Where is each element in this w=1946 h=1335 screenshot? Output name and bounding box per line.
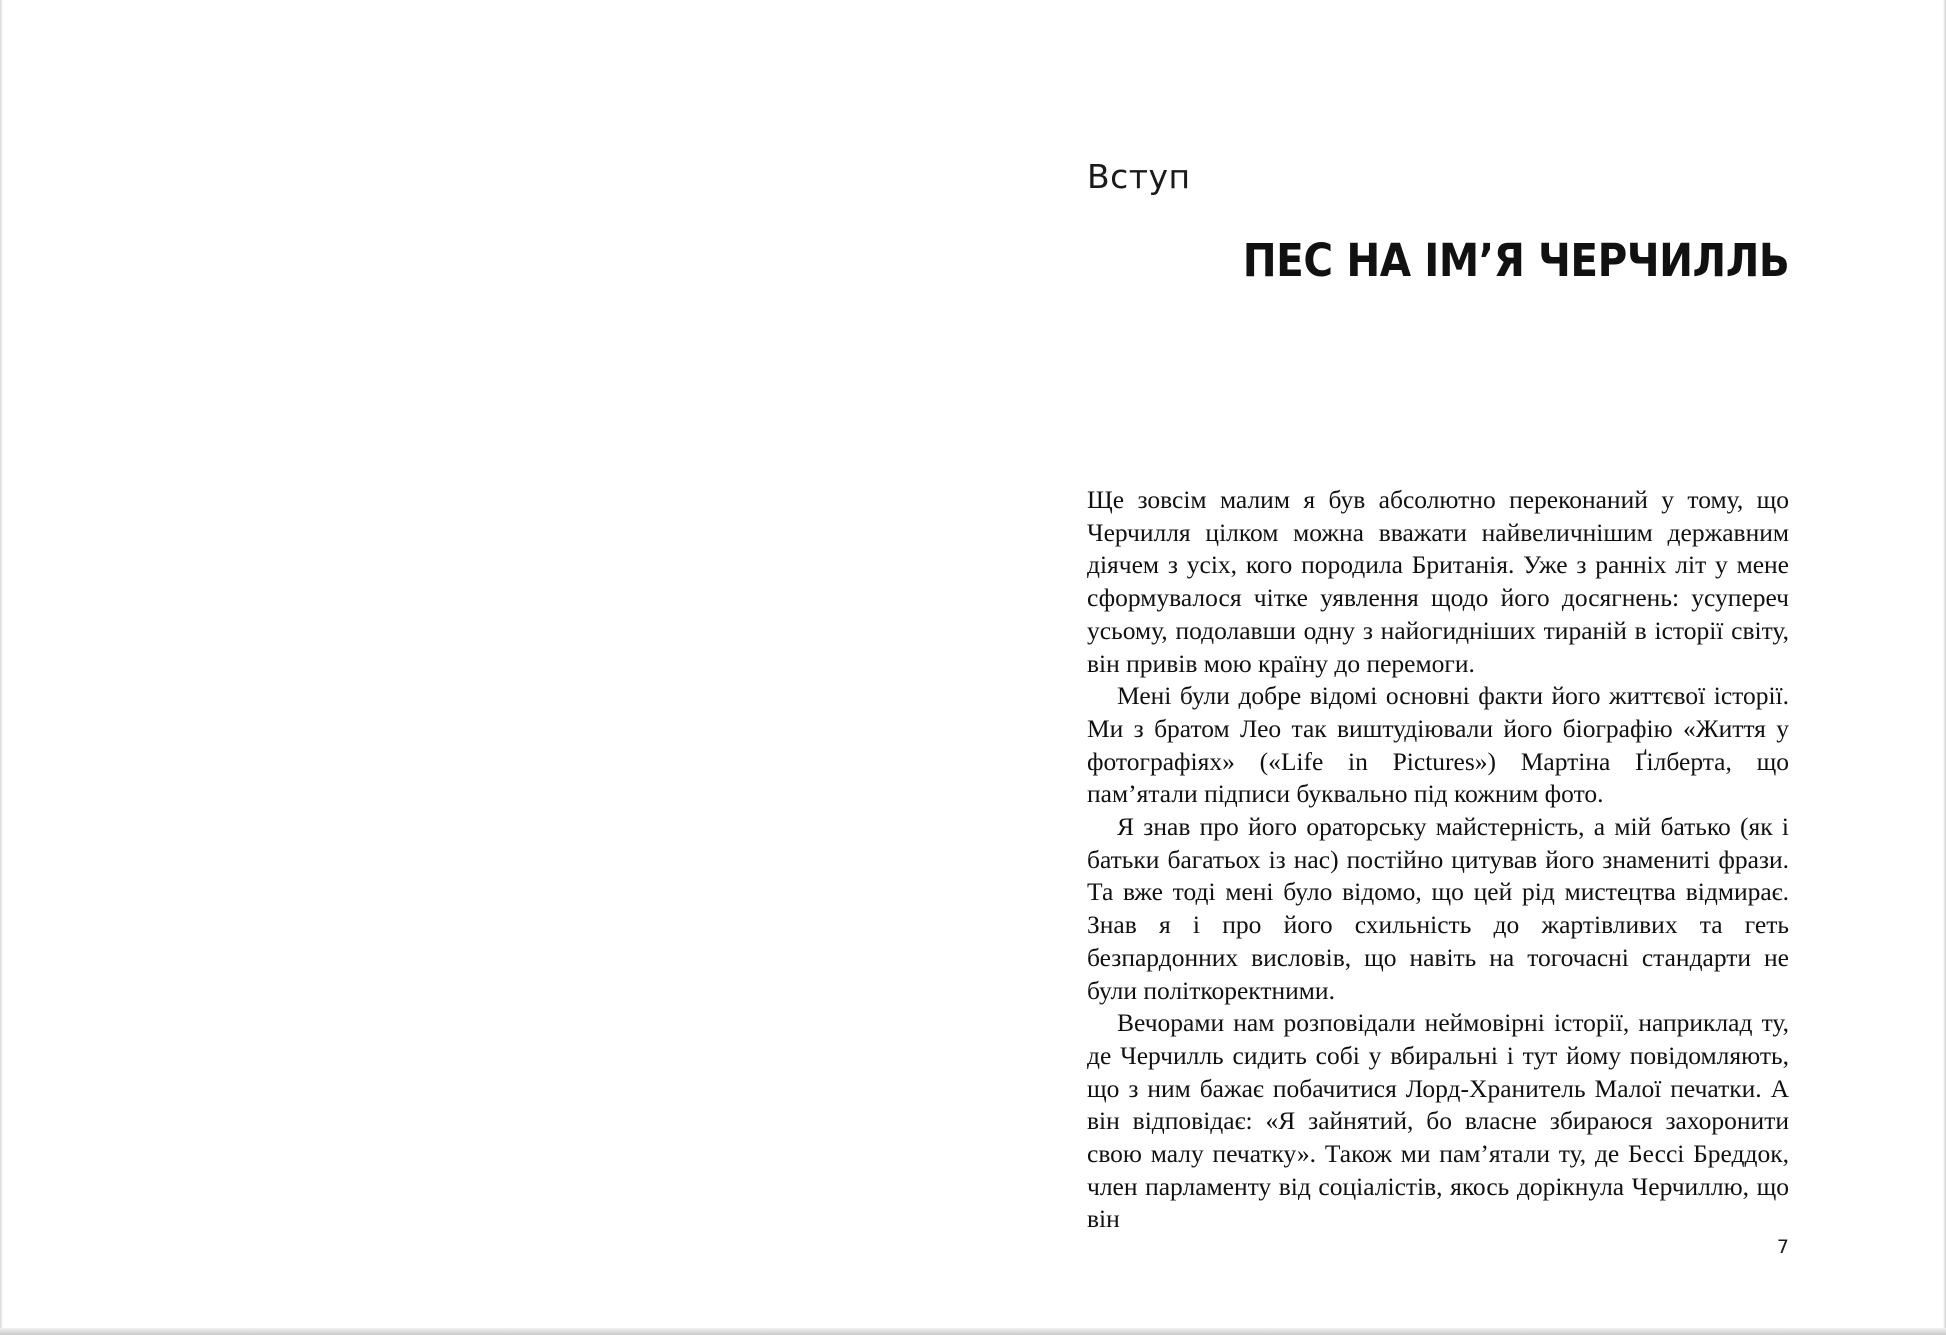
section-label: Вступ	[1087, 157, 1191, 196]
bottom-page-edge	[0, 1328, 1946, 1335]
paragraph: Мені були добре відомі основні факти його життєвої історії. Ми з братом Лео так виштудіювали його біографію «Життя у фотографіях» («Life in Pictures») Мартіна Ґілберта, що пам’ятали підписи буквально під кожним фото.	[1087, 681, 1789, 809]
paragraph: Ще зовсім малим я був абсолютно переконаний у тому, що Черчилля цілком можна вважати найвеличнішим державним діячем з усіх, кого породила Британія. Уже з ранніх літ у мене сформувалося чітке уявлення щодо його досягнень: усупереч усьому, подолавши одну з найогидніших тираній в історії світу, він привів мою країну до перемоги.	[1087, 485, 1789, 678]
right-page	[973, 0, 1946, 1328]
paragraph: Вечорами нам розповідали неймовірні історії, наприклад ту, де Черчилль сидить собі у вбиральні і тут йому повідомляють, що з ним бажає побачитися Лорд-Хранитель Малої печатки. А він відповідає: «Я зайнятий, бо власне збираюся захоронити свою малу печатку». Також ми пам’ятали ту, де Бессі Бреддок, член парламенту від соціалістів, якось дорікнула Черчиллю, що він	[1087, 1008, 1789, 1234]
left-page-blank	[0, 0, 973, 1328]
paragraph: Я знав про його ораторську майстерність, а мій батько (як і батьки багатьох із нас) постійно цитував його знамениті фрази. Та вже тоді мені було відомо, що цей рід мистецтва відмирає. Знав я і про його схильність до жартівливих та геть безпардонних висловів, що навіть на тогочасні стандарти не були політкоректними.	[1087, 812, 1789, 1005]
chapter-title: ПЕС НА ІМ’Я ЧЕРЧИЛЛЬ	[1242, 234, 1789, 287]
page-number: 7	[1776, 1236, 1789, 1258]
body-text	[1087, 484, 1789, 1236]
